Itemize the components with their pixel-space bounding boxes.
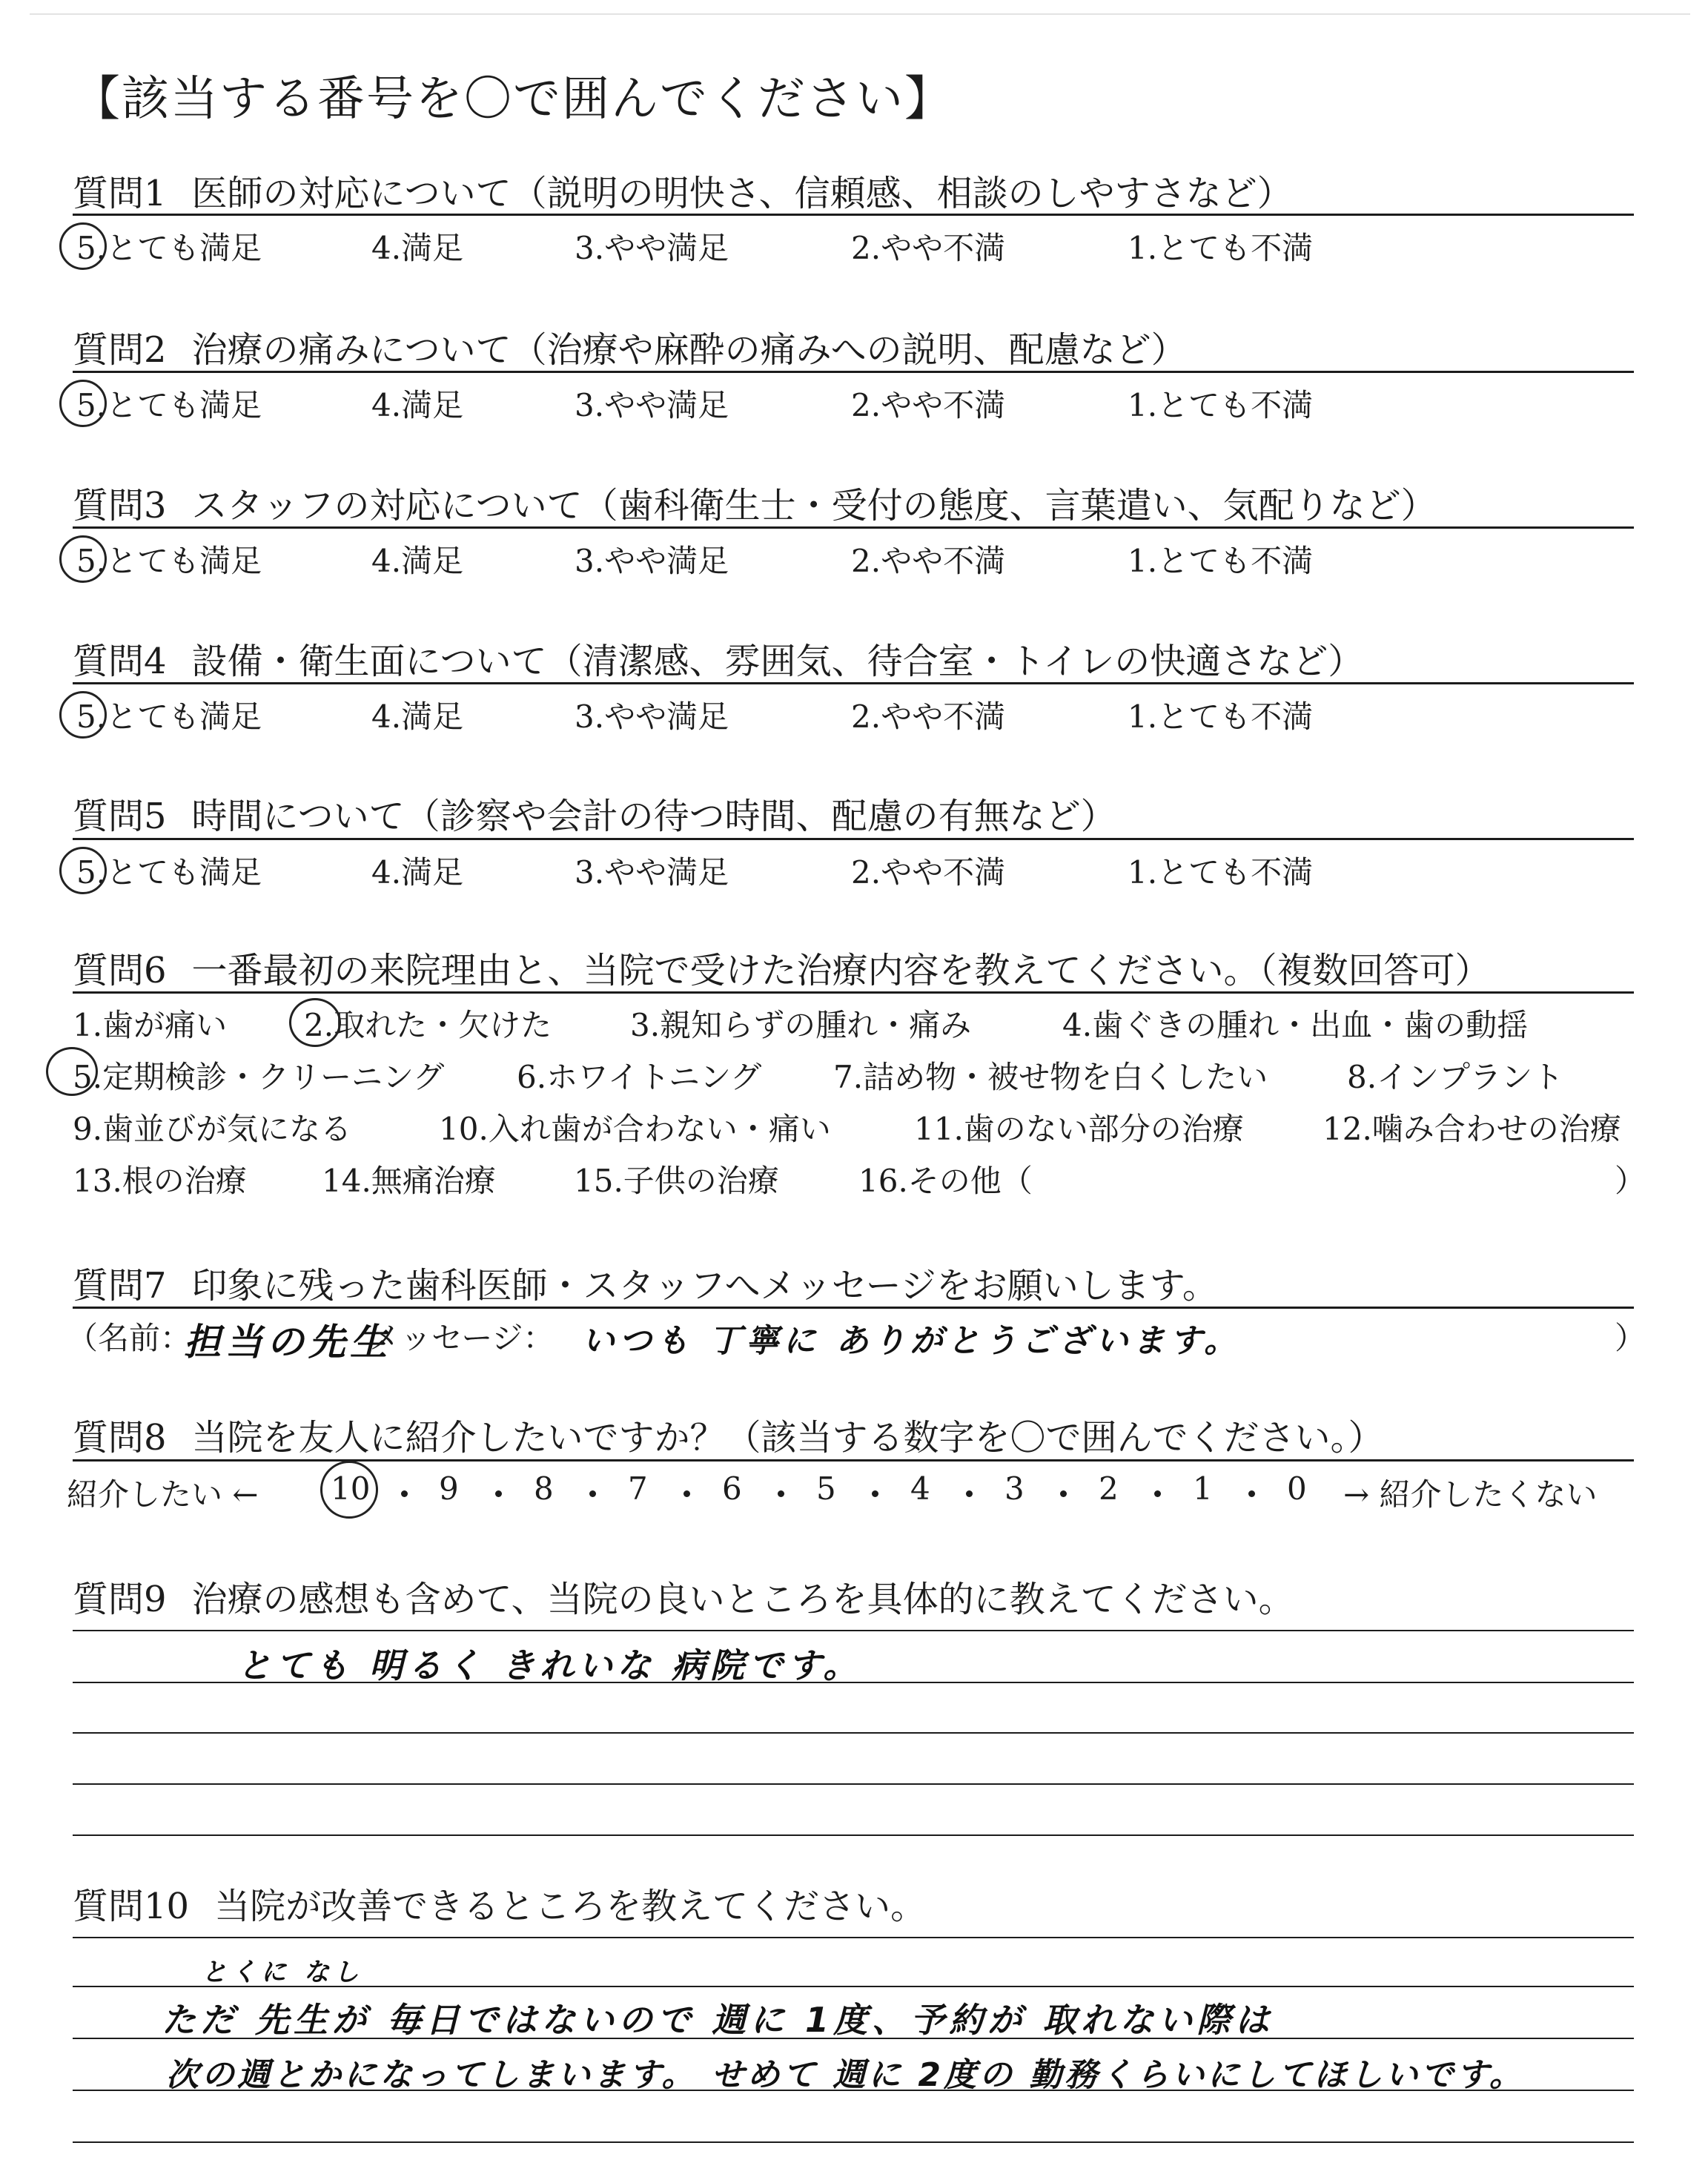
q7-close: ） bbox=[1615, 1320, 1646, 1356]
q6-option-2-circle bbox=[289, 998, 341, 1047]
q5-option-4[interactable]: 4.満足 bbox=[371, 854, 464, 891]
q8-scale-0[interactable]: 0 bbox=[1287, 1470, 1307, 1507]
q10-answer-line-1 bbox=[73, 1937, 1634, 1938]
question-7-rule bbox=[73, 1307, 1634, 1309]
q10-answer-line-2 bbox=[73, 1986, 1634, 1987]
q2-option-3[interactable]: 3.やや満足 bbox=[575, 387, 729, 423]
question-text: 治療の痛みについて（治療や麻酔の痛みへの説明、配慮など） bbox=[191, 329, 1187, 371]
q8-scale-10[interactable]: 10 bbox=[331, 1470, 371, 1507]
question-1-title bbox=[73, 165, 1293, 216]
question-number: 質問2 bbox=[73, 329, 167, 371]
q8-separator bbox=[1060, 1490, 1067, 1497]
q8-left-label: 紹介したい ← bbox=[67, 1476, 259, 1513]
q2-option-5[interactable]: 5.とても満足 bbox=[76, 387, 262, 423]
q4-option-4[interactable]: 4.満足 bbox=[371, 698, 464, 735]
q6-option-13[interactable]: 13.根の治療 bbox=[73, 1163, 247, 1199]
question-7-title bbox=[73, 1257, 1218, 1308]
question-text: 設備・衛生面について（清潔感、雰囲気、待合室・トイレの快適さなど） bbox=[191, 641, 1364, 682]
q6-option-15[interactable]: 15.子供の治療 bbox=[574, 1163, 779, 1199]
q6-option-11[interactable]: 11.歯のない部分の治療 bbox=[914, 1111, 1244, 1147]
q9-answer-line-3 bbox=[73, 1732, 1634, 1734]
q2-selected-circle bbox=[59, 380, 107, 427]
q6-option-16[interactable]: 16.その他（ bbox=[858, 1163, 1033, 1199]
q8-selected-circle bbox=[320, 1461, 378, 1519]
q8-scale-9[interactable]: 9 bbox=[439, 1470, 459, 1507]
q1-option-4[interactable]: 4.満足 bbox=[371, 230, 464, 266]
q3-option-1[interactable]: 1.とても不満 bbox=[1128, 543, 1314, 579]
q8-right-label: → 紹介したくない bbox=[1343, 1476, 1598, 1513]
q6-option-3[interactable]: 3.親知らずの腫れ・痛み bbox=[630, 1007, 972, 1043]
q3-option-4[interactable]: 4.満足 bbox=[371, 543, 464, 579]
q5-option-5[interactable]: 5.とても満足 bbox=[76, 854, 262, 891]
q8-separator bbox=[966, 1490, 973, 1497]
question-4-rule bbox=[73, 682, 1634, 684]
q6-option-16-close: ） bbox=[1615, 1163, 1646, 1199]
question-text: 一番最初の来院理由と、当院で受けた治療内容を教えてください。（複数回答可） bbox=[191, 950, 1491, 991]
top-border bbox=[30, 13, 1690, 15]
q7-message-label: メッセージ： bbox=[369, 1320, 555, 1356]
q8-separator bbox=[778, 1490, 784, 1497]
q5-option-2[interactable]: 2.やや不満 bbox=[851, 854, 1006, 891]
q1-option-3[interactable]: 3.やや満足 bbox=[575, 230, 729, 266]
q10-answer-line-3 bbox=[73, 2038, 1634, 2039]
q1-option-1[interactable]: 1.とても不満 bbox=[1128, 230, 1314, 266]
question-number: 質問3 bbox=[73, 485, 167, 526]
q6-option-2[interactable]: 2.取れた・欠けた bbox=[304, 1007, 552, 1043]
q9-answer-line-4 bbox=[73, 1783, 1634, 1785]
question-number: 質問9 bbox=[73, 1579, 167, 1620]
q8-scale-7[interactable]: 7 bbox=[628, 1470, 648, 1507]
q10-answer-handwritten-1[interactable]: とくに なし bbox=[202, 1958, 363, 1987]
q8-scale-3[interactable]: 3 bbox=[1004, 1470, 1025, 1507]
question-3-title bbox=[73, 477, 1437, 528]
q8-scale-6[interactable]: 6 bbox=[722, 1470, 742, 1507]
q6-option-6[interactable]: 6.ホワイトニング bbox=[517, 1059, 762, 1095]
q10-answer-handwritten-3[interactable]: 次の週とかになってしまいます。 せめて 週に 2度の 勤務くらいにしてほしいです。 bbox=[166, 2056, 1525, 2094]
question-number: 質問1 bbox=[73, 173, 167, 214]
question-number: 質問10 bbox=[73, 1886, 190, 1927]
question-5-rule bbox=[73, 838, 1634, 840]
q9-answer-line-5 bbox=[73, 1834, 1634, 1836]
q8-separator bbox=[1248, 1490, 1255, 1497]
question-number: 質問4 bbox=[73, 641, 167, 682]
question-4-title bbox=[73, 633, 1363, 684]
q4-selected-circle bbox=[59, 691, 107, 739]
q7-message-handwritten[interactable]: いつも 丁寧に ありがとうございます。 bbox=[582, 1322, 1242, 1360]
q6-option-5-circle bbox=[46, 1047, 98, 1096]
question-text: 時間について（診察や会計の待つ時間、配慮の有無など） bbox=[191, 796, 1116, 837]
question-number: 質問6 bbox=[73, 950, 167, 991]
q7-name-label: （名前： bbox=[67, 1320, 192, 1356]
question-2-title bbox=[73, 321, 1187, 372]
q6-option-12[interactable]: 12.噛み合わせの治療 bbox=[1323, 1111, 1621, 1147]
q6-option-10[interactable]: 10.入れ歯が合わない・痛い bbox=[439, 1111, 831, 1147]
question-number: 質問7 bbox=[73, 1265, 167, 1307]
question-6-title bbox=[73, 942, 1491, 993]
question-number: 質問8 bbox=[73, 1417, 167, 1459]
q10-answer-handwritten-2[interactable]: ただ 先生が 毎日ではないので 週に 1度、予約が 取れない際は bbox=[162, 2000, 1274, 2040]
q3-option-3[interactable]: 3.やや満足 bbox=[575, 543, 729, 579]
question-6-rule bbox=[73, 991, 1634, 994]
q2-option-4[interactable]: 4.満足 bbox=[371, 387, 464, 423]
q3-option-5[interactable]: 5.とても満足 bbox=[76, 543, 262, 579]
question-text: 当院が改善できるところを教えてください。 bbox=[214, 1886, 927, 1927]
q4-option-3[interactable]: 3.やや満足 bbox=[575, 698, 729, 735]
question-9-title bbox=[73, 1571, 1294, 1622]
q5-option-3[interactable]: 3.やや満足 bbox=[575, 854, 729, 891]
question-3-rule bbox=[73, 526, 1634, 529]
q6-option-1[interactable]: 1.歯が痛い bbox=[73, 1007, 228, 1043]
q7-name-handwritten[interactable]: 担当の先生 bbox=[184, 1321, 391, 1364]
q4-option-5[interactable]: 5.とても満足 bbox=[76, 698, 262, 735]
q8-separator bbox=[401, 1490, 408, 1497]
q6-option-9[interactable]: 9.歯並びが気になる bbox=[73, 1111, 352, 1147]
question-text: スタッフの対応について（歯科衛生士・受付の態度、言葉遣い、気配りなど） bbox=[191, 485, 1437, 526]
q9-answer-line-2 bbox=[73, 1682, 1634, 1683]
q10-answer-line-5 bbox=[73, 2141, 1634, 2143]
q8-separator bbox=[1154, 1490, 1161, 1497]
q4-option-2[interactable]: 2.やや不満 bbox=[851, 698, 1006, 735]
question-text: 治療の感想も含めて、当院の良いところを具体的に教えてください。 bbox=[191, 1579, 1294, 1620]
q6-option-8[interactable]: 8.インプラント bbox=[1347, 1059, 1564, 1095]
q8-separator bbox=[872, 1490, 878, 1497]
q3-selected-circle bbox=[59, 535, 107, 583]
question-text: 医師の対応について（説明の明快さ、信頼感、相談のしやすさなど） bbox=[191, 173, 1293, 214]
q9-answer-handwritten[interactable]: とても 明るく きれいな 病院です。 bbox=[237, 1645, 862, 1685]
q6-option-4[interactable]: 4.歯ぐきの腫れ・出血・歯の動揺 bbox=[1062, 1007, 1529, 1043]
q8-scale-8[interactable]: 8 bbox=[534, 1470, 554, 1507]
q5-selected-circle bbox=[59, 847, 107, 894]
question-2-rule bbox=[73, 371, 1634, 373]
q1-selected-circle bbox=[59, 222, 107, 270]
q1-option-5[interactable]: 5.とても満足 bbox=[76, 230, 262, 266]
question-text: 印象に残った歯科医師・スタッフへメッセージをお願いします。 bbox=[191, 1265, 1218, 1307]
q8-separator bbox=[589, 1490, 596, 1497]
q4-option-1[interactable]: 1.とても不満 bbox=[1128, 698, 1314, 735]
q6-option-14[interactable]: 14.無痛治療 bbox=[322, 1163, 496, 1199]
question-number: 質問5 bbox=[73, 796, 167, 837]
q8-separator bbox=[495, 1490, 502, 1497]
q6-option-5[interactable]: 5.定期検診・クリーニング bbox=[73, 1059, 445, 1095]
question-5-title bbox=[73, 787, 1116, 839]
q8-scale-1[interactable]: 1 bbox=[1193, 1470, 1213, 1507]
q2-option-2[interactable]: 2.やや不満 bbox=[851, 387, 1006, 423]
question-8-title bbox=[73, 1409, 1384, 1460]
question-text: 当院を友人に紹介したいですか？（該当する数字を〇で囲んでください。） bbox=[191, 1417, 1384, 1459]
q5-option-1[interactable]: 1.とても不満 bbox=[1128, 854, 1314, 891]
q8-scale-5[interactable]: 5 bbox=[816, 1470, 836, 1507]
q1-option-2[interactable]: 2.やや不満 bbox=[851, 230, 1006, 266]
question-8-rule bbox=[73, 1459, 1634, 1462]
q8-scale-2[interactable]: 2 bbox=[1099, 1470, 1119, 1507]
question-1-rule bbox=[73, 214, 1634, 216]
question-10-title bbox=[73, 1877, 926, 1929]
form-heading: 【該当する番号を〇で囲んでください】 bbox=[73, 72, 953, 127]
q8-scale-4[interactable]: 4 bbox=[910, 1470, 930, 1507]
q8-separator bbox=[683, 1490, 690, 1497]
q9-answer-line-1 bbox=[73, 1630, 1634, 1631]
q3-option-2[interactable]: 2.やや不満 bbox=[851, 543, 1006, 579]
q6-option-7[interactable]: 7.詰め物・被せ物を白くしたい bbox=[833, 1059, 1268, 1095]
q2-option-1[interactable]: 1.とても不満 bbox=[1128, 387, 1314, 423]
q10-answer-line-4 bbox=[73, 2090, 1634, 2091]
